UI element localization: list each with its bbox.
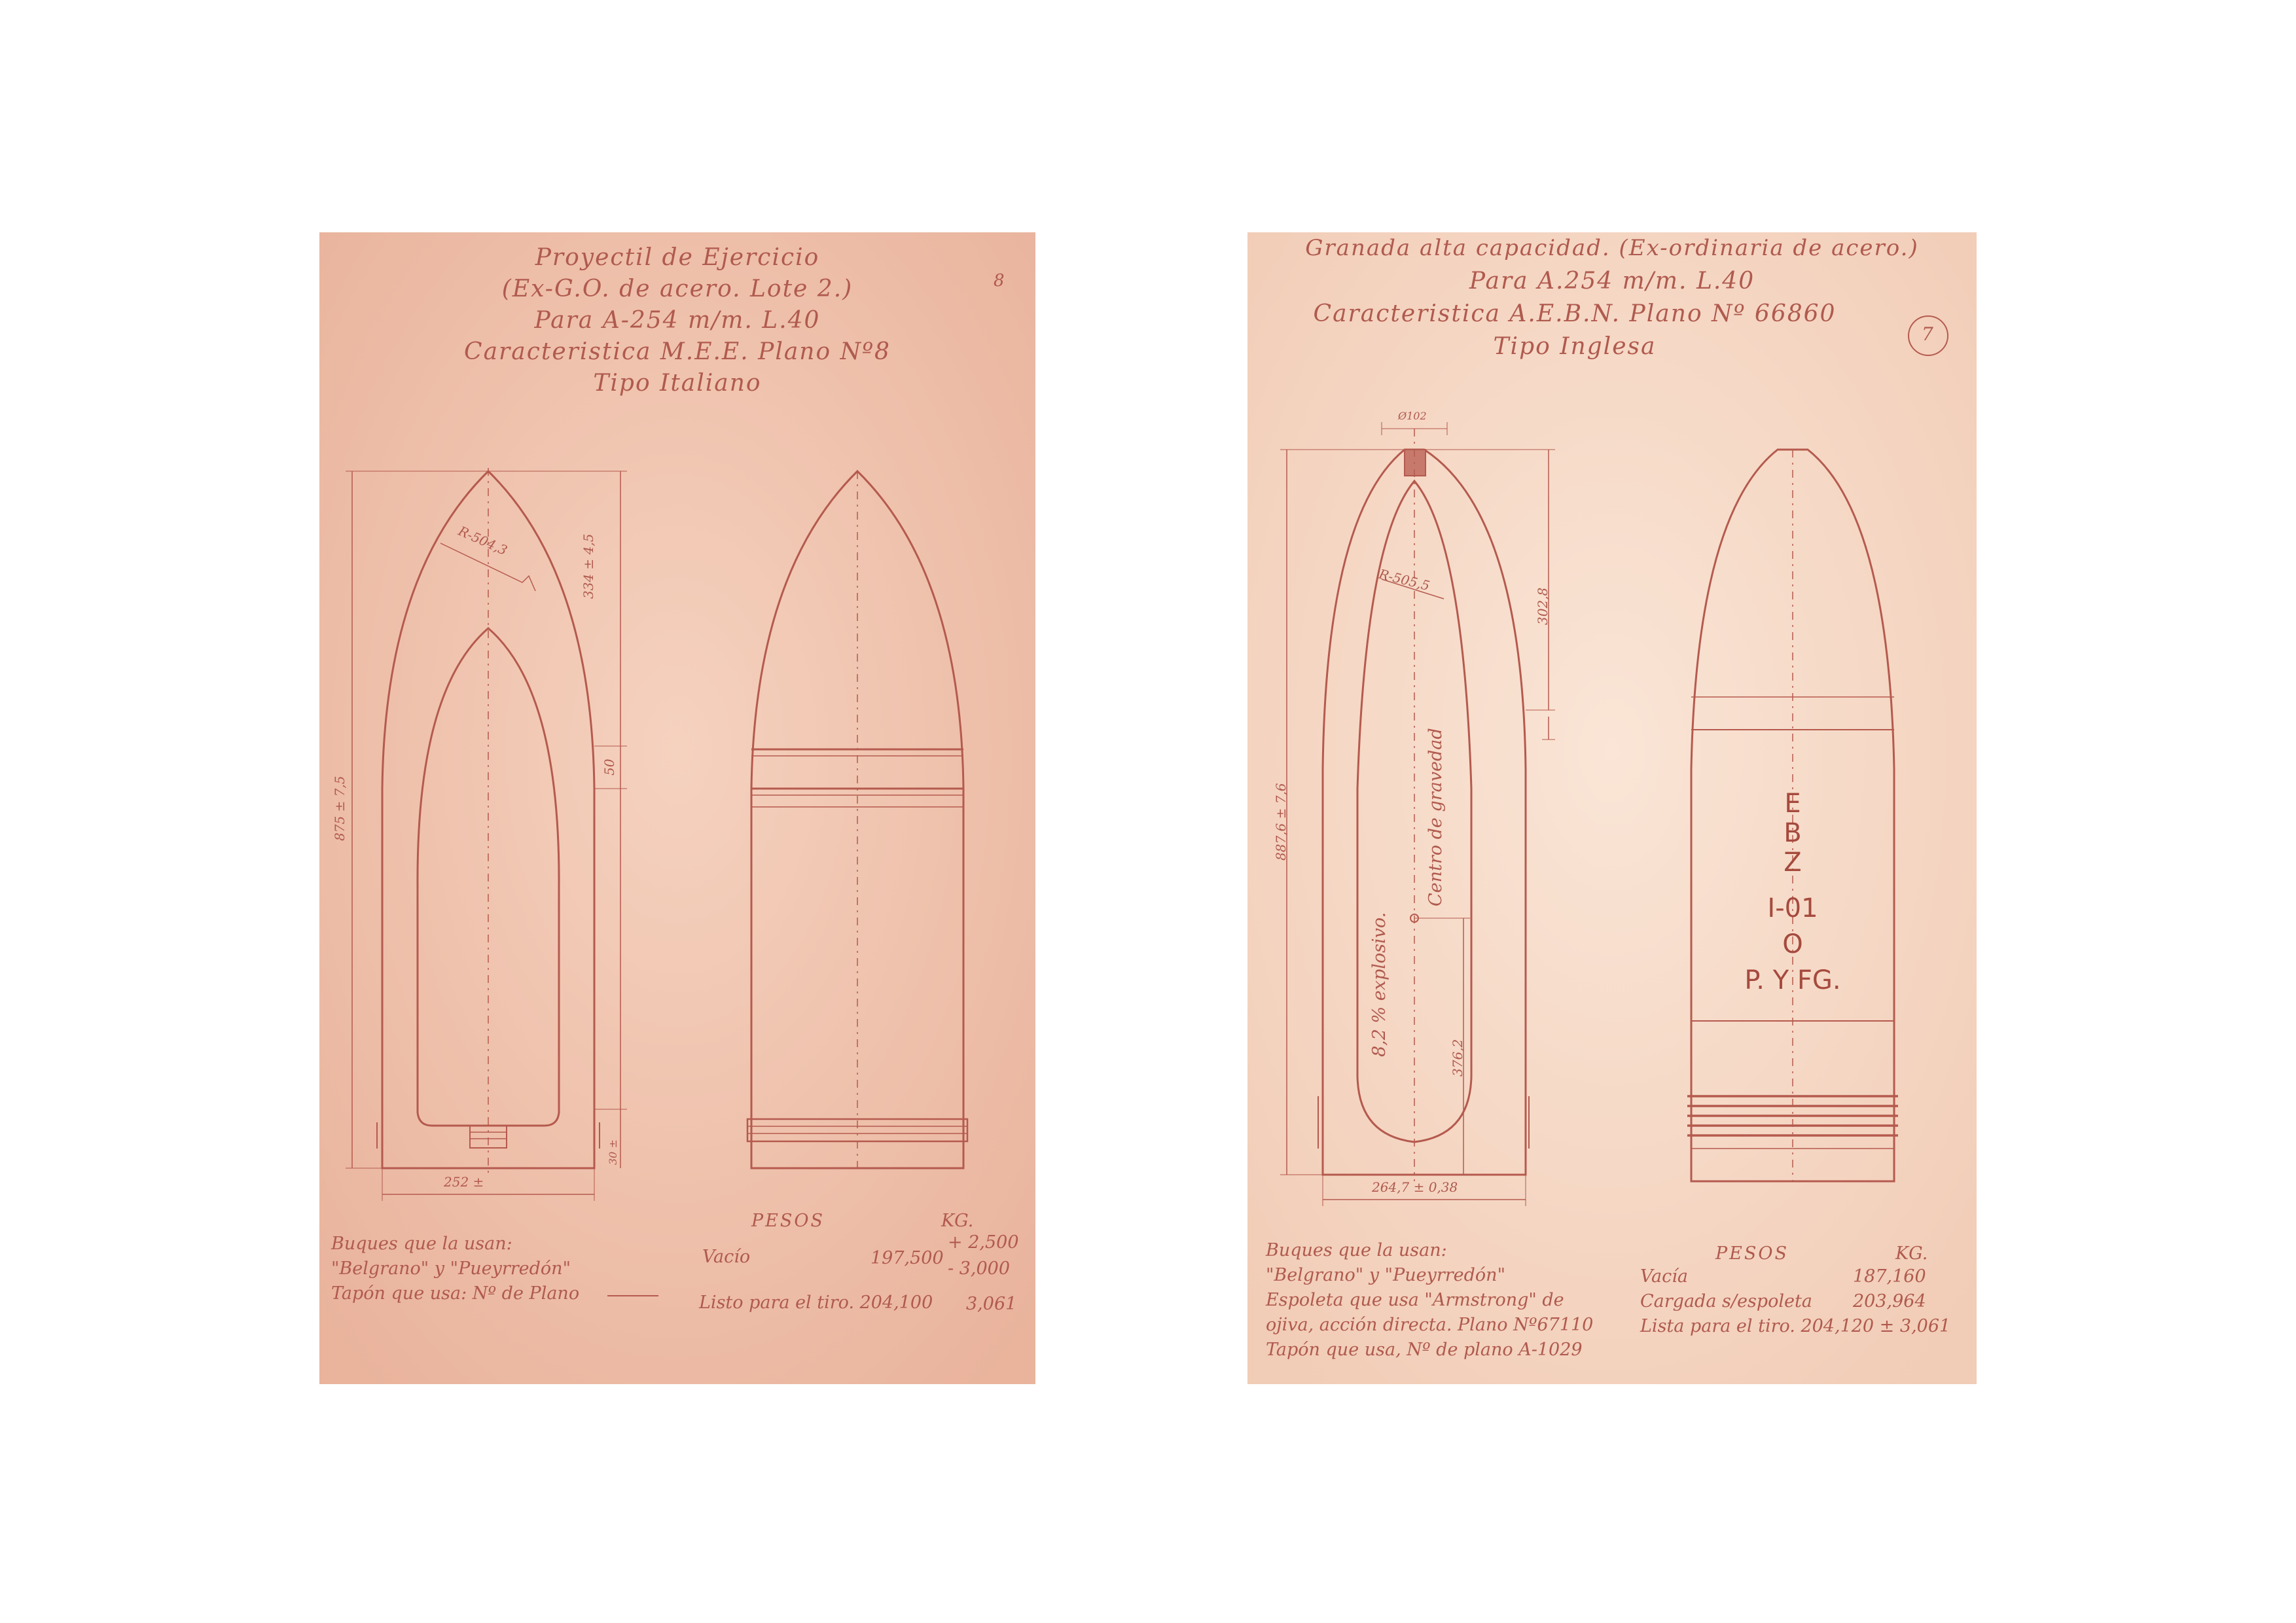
right-weights-header: PESOS xyxy=(1715,1243,1789,1264)
left-title-5: Tipo Italiano xyxy=(593,370,762,397)
right-dim-base: 264,7 ± 0,38 xyxy=(1372,1179,1458,1195)
right-drawing-lines xyxy=(1247,232,1977,1384)
right-page-mark: 7 xyxy=(1922,323,1933,345)
left-title-2: (Ex-G.O. de acero. Lote 2.) xyxy=(501,276,853,302)
left-drawing-sheet xyxy=(319,232,1035,1384)
shell-marking-1: E xyxy=(1784,789,1801,819)
right-dim-fuze: Ø102 xyxy=(1398,410,1427,422)
right-ready-label: Lista para el tiro. 204,120 ± 3,061 xyxy=(1640,1316,1951,1336)
right-drawing-sheet xyxy=(1247,232,1977,1384)
left-empty-tol-plus: + 2,500 xyxy=(948,1232,1019,1253)
right-title-4: Tipo Inglesa xyxy=(1493,333,1657,360)
left-dim-ogive: 334 ± 4,5 xyxy=(581,533,596,599)
right-explosive-label: 8,2 % explosivo. xyxy=(1369,912,1390,1057)
left-ready-label: Listo para el tiro. 204,100 xyxy=(699,1293,933,1313)
left-title-1: Proyectil de Ejercicio xyxy=(535,244,820,271)
right-dim-cg: 376,2 xyxy=(1450,1039,1465,1077)
left-plug-label: Tapón que usa: Nº de Plano xyxy=(331,1283,580,1304)
left-weights-unit: KG. xyxy=(941,1211,974,1231)
left-drawing-lines xyxy=(319,232,1035,1384)
right-fuze-line1: Espoleta que usa "Armstrong" de xyxy=(1266,1290,1564,1310)
right-dim-radius: R-505,5 xyxy=(1377,565,1431,594)
right-ships-label: Buques que la usan: xyxy=(1266,1240,1447,1260)
shell-marking-6: P. Y FG. xyxy=(1744,965,1841,995)
left-ships: "Belgrano" y "Pueyrredón" xyxy=(331,1258,571,1279)
shell-marking-2: B xyxy=(1784,818,1802,848)
right-empty-value: 187,160 xyxy=(1853,1266,1926,1287)
right-dim-ogive: 302,8 xyxy=(1535,587,1551,625)
left-title-4: Caracteristica M.E.E. Plano Nº8 xyxy=(464,338,891,365)
right-weights-unit: KG. xyxy=(1895,1243,1928,1264)
left-dim-base-detail: 30 ± xyxy=(607,1139,619,1165)
left-weights-header: PESOS xyxy=(751,1211,825,1231)
right-center-label: Centro de gravedad xyxy=(1426,728,1446,906)
left-ships-label: Buques que la usan: xyxy=(331,1234,512,1254)
right-fuze-line2: ojiva, acción directa. Plano Nº67110 xyxy=(1266,1315,1594,1335)
right-title-3: Caracteristica A.E.B.N. Plano Nº 66860 xyxy=(1313,300,1837,327)
left-dim-radius: R-504,3 xyxy=(456,522,510,559)
left-dim-base: 252 ± xyxy=(444,1174,484,1190)
right-ships: "Belgrano" y "Pueyrredón" xyxy=(1266,1265,1505,1285)
shell-marking-4: I-01 xyxy=(1767,893,1818,923)
shell-marking-5: O xyxy=(1782,929,1803,959)
right-loaded-value: 203,964 xyxy=(1853,1291,1926,1311)
right-plug-line: Tapón que usa, Nº de plano A-1029 xyxy=(1266,1340,1583,1360)
left-title-3: Para A-254 m/m. L.40 xyxy=(534,307,821,334)
right-title-2: Para A.254 m/m. L.40 xyxy=(1469,268,1755,294)
right-title-1: Granada alta capacidad. (Ex-ordinaria de acero.) xyxy=(1305,235,1919,261)
left-dim-band: 50 xyxy=(601,758,617,776)
left-dim-total: 875 ± 7,5 xyxy=(332,776,348,841)
left-ready-tol: 3,061 xyxy=(966,1294,1017,1314)
left-empty-value: 197,500 xyxy=(870,1248,944,1268)
left-empty-label: Vacío xyxy=(702,1247,751,1267)
left-empty-tol-minus: - 3,000 xyxy=(948,1258,1011,1279)
right-loaded-label: Cargada s/espoleta xyxy=(1640,1291,1812,1311)
left-page-mark: 8 xyxy=(994,271,1005,291)
right-empty-label: Vacía xyxy=(1640,1266,1688,1287)
right-dim-total: 887,6 ± 7,6 xyxy=(1273,783,1289,861)
shell-marking-3: Z xyxy=(1784,847,1802,878)
